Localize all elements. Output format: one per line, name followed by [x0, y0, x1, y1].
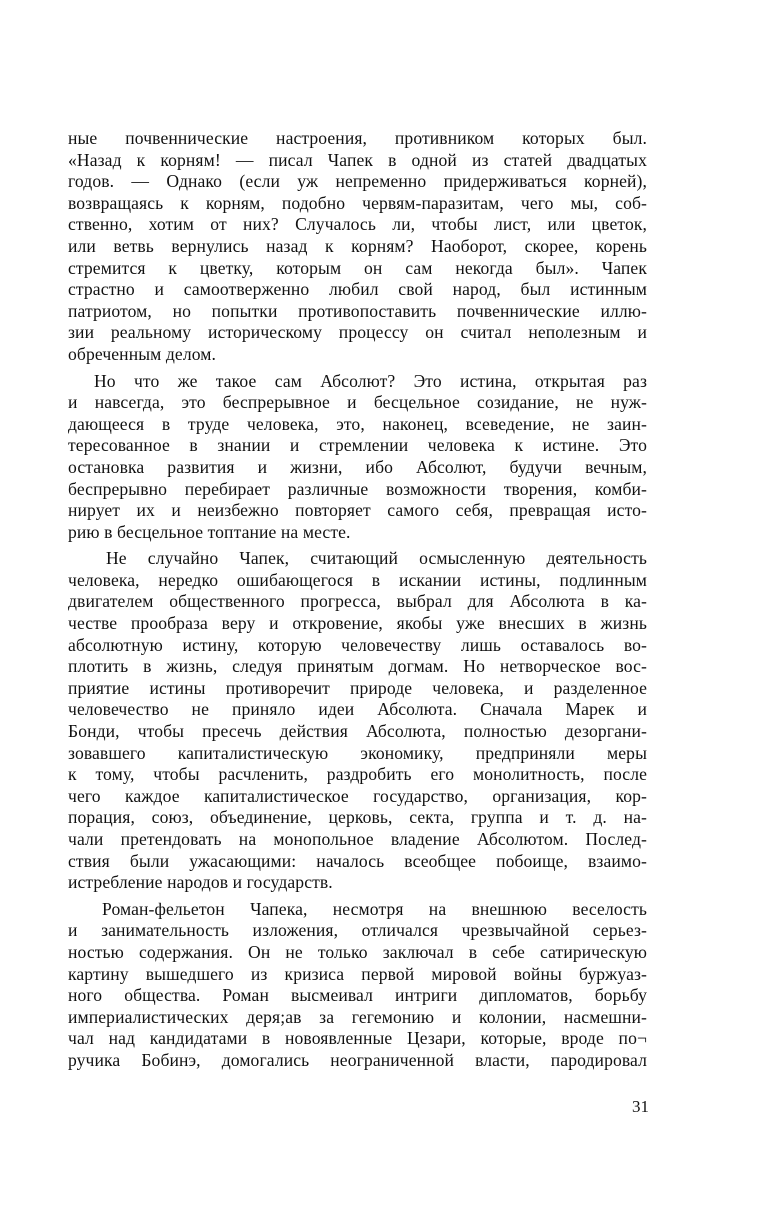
text-line: возвращаясь к корням, подобно червям-паразитам, чего мы, соб-: [68, 192, 647, 213]
text-line: картину вышедшего из кризиса первой мировой войны буржуаз-: [68, 963, 647, 984]
text-line: ные почвеннические настроения, противником которых был.: [68, 128, 647, 148]
text-line: зовавшего капиталистическую экономику, предприняли меры: [68, 742, 647, 763]
text-line: тересованное в знании и стремлении человека к истине. Это: [68, 435, 647, 456]
text-line: рию в бесцельное топтание на месте.: [68, 521, 351, 542]
text-line: нирует их и неизбежно повторяет самого себя, превращая исто-: [68, 500, 647, 521]
text-line: ственно, хотим от них? Случалось ли, чтобы лист, или цветок,: [68, 214, 647, 235]
text-line: чего каждое капиталистическое государство, организация, кор-: [68, 785, 647, 806]
text-line: двигателем общественного прогресса, выбрал для Абсолюта в ка-: [68, 591, 647, 612]
text-line: стремится к цветку, которым он сам некогда был». Чапек: [68, 257, 647, 278]
text-line: ного общества. Роман высмеивал интриги дипломатов, борьбу: [68, 985, 647, 1006]
text-line: «Назад к корням! — писал Чапек в одной из статей двадцатых: [68, 149, 647, 170]
page-number: 31: [632, 1097, 649, 1116]
text-line: или ветвь вернулись назад к корням? Наоборот, скорее, корень: [68, 235, 647, 256]
text-line: честве прообраза веру и откровение, якобы уже внесших в жизнь: [68, 613, 647, 634]
text-line: годов. — Однако (если уж непременно придерживаться корней),: [68, 171, 647, 192]
text-line: человечество не приняло идеи Абсолюта. Сначала Марек и: [68, 699, 647, 720]
text-line: и занимательность изложения, отличался чрезвычайной серьез-: [68, 920, 647, 941]
paragraph-4: [68, 899, 647, 1072]
text-line: зии реальному историческому процессу он считал неполезным и: [68, 322, 647, 343]
text-line: истребление народов и государств.: [68, 872, 333, 893]
text-line: империалистических деря;ав за гегемонию и колонии, насмешни-: [68, 1006, 647, 1027]
text-line: обреченным делом.: [68, 343, 216, 364]
text-line: Бонди, чтобы пресечь действия Абсолюта, полностью дезоргани-: [68, 721, 647, 742]
text-line: дающееся в труде человека, это, наконец, всеведение, не заин-: [68, 413, 647, 434]
text-line: абсолютную истину, которую человечеству лишь оставалось во-: [68, 634, 647, 655]
paragraph-1: [68, 128, 647, 366]
paragraph-2: [68, 371, 647, 544]
text-line: приятие истины противоречит природе человека, и разделенное: [68, 677, 647, 698]
text-line: ностью содержания. Он не только заключал в себе сатирическую: [68, 941, 647, 962]
text-line: Роман-фельетон Чапека, несмотря на внешнюю веселость: [102, 898, 647, 919]
text-line: плотить в жизнь, следуя принятым догмам. Но нетворческое вос-: [68, 656, 647, 677]
text-line: Но что же такое сам Абсолют? Это истина, открытая раз: [94, 370, 647, 391]
text-line: страстно и самоотверженно любил свой народ, был истинным: [68, 279, 647, 300]
text-line: к тому, чтобы расчленить, раздробить его монолитность, после: [68, 764, 647, 785]
paragraph-3: [68, 548, 647, 894]
text-line: порация, союз, объединение, церковь, секта, группа и т. д. на-: [68, 807, 647, 828]
text-line: чали претендовать на монопольное владение Абсолютом. Послед-: [68, 829, 647, 849]
text-line: патриотом, но попытки противопоставить почвеннические иллю-: [68, 300, 647, 321]
text-line: человека, нередко ошибающегося в искании истины, подлинным: [68, 569, 647, 590]
text-line: ручика Бобинэ, домогались неограниченной власти, пародировал: [68, 1049, 647, 1070]
body-text: [68, 128, 647, 1077]
text-line: беспрерывно перебирает различные возможности творения, комби-: [68, 478, 647, 499]
text-line: остановка развития и жизни, ибо Абсолют, будучи вечным,: [68, 456, 647, 477]
text-line: и навсегда, это беспрерывное и бесцельное созидание, не нуж-: [68, 392, 647, 413]
text-line: чал над кандидатами в новоявленные Цезари, которые, вроде по¬: [68, 1028, 647, 1049]
text-line: Не случайно Чапек, считающий осмысленную деятельность: [106, 548, 647, 569]
text-line: ствия были ужасающими: началось всеобщее побоище, взаимо-: [68, 850, 647, 871]
